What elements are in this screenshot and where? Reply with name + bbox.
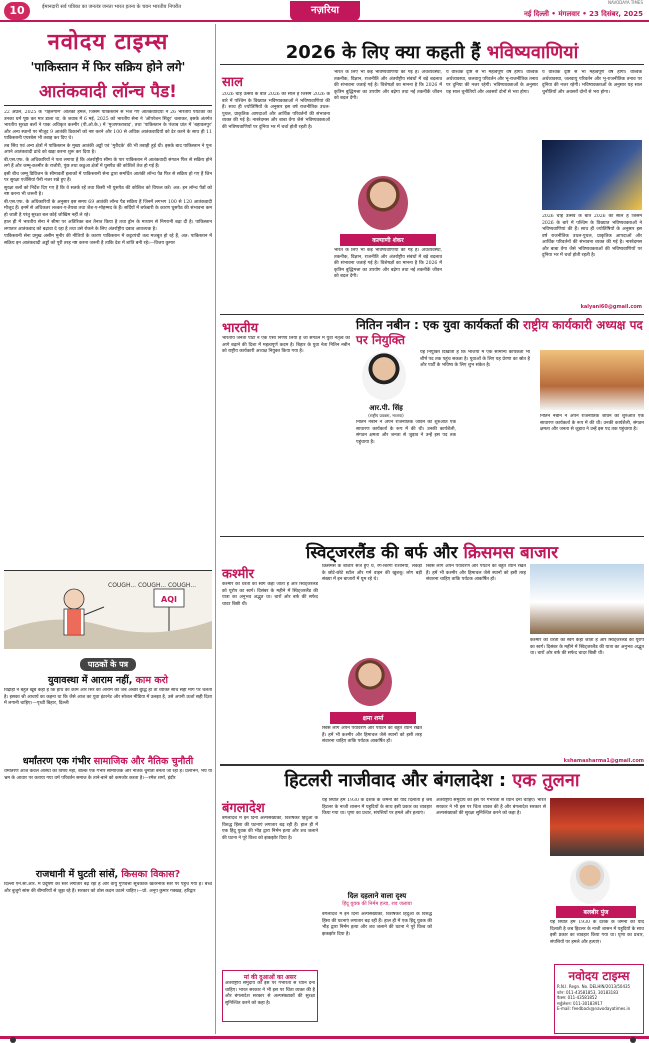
letter-title-red: किसका विकास? (121, 869, 181, 880)
masthead (0, 0, 649, 22)
paragraph: बी.एस.एफ. के अधिकारियों के अनुसार इस समय 69 आतंकी लॉन्च पैड सक्रिय हैं जिनमें लगभग 100 से 120 आतंकवादी मौजूद हैं। इनमें से अधिकतर लश्कर-ए-तैयबा तथा जैश-ए-मोहम्मद के हैं। सर्दियों में बर्फबारी के कारण घुसपैठ की संभावना कम हो जाती है परंतु सुरक्षा बल कोई जोखिम नहीं ले रहे। (4, 199, 212, 218)
section-title: नज़रिया (290, 1, 360, 21)
swiss-headline-red: क्रिसमस बाजार (463, 543, 559, 563)
author-photo (348, 658, 392, 706)
imprint-box (554, 964, 644, 1034)
hitler-photo (550, 798, 644, 856)
editorial-kicker: 'पाकिस्तान में फिर सक्रिय होने लगे' (30, 60, 186, 74)
divider (220, 764, 644, 766)
paragraph: इसी बीच जम्मू डिविजन के सीमावर्ती इलाकों में पाकिस्तानी सेना द्वारा समर्थित आतंकी लॉन्च पैड फिर से सक्रिय हो गए हैं जिन पर सुरक्षा एजेंसियां पैनी नजर रखे हुए हैं। (4, 171, 212, 183)
letter-title-red: सामाजिक और नैतिक चुनौती (93, 756, 194, 767)
swiss-body-left: कश्मीर को धरती का स्वर्ग कहा जाता है और स्विट्जरलैंड को यूरोप का स्वर्ग। दिसंबर के महीने में स्विट्जरलैंड की यात्रा का अनुभव अद्भुत था। चारों ओर बर्फ की सफेद चादर बिछी थी। (222, 582, 318, 607)
paragraph: 22 अप्रैल, 2025 के 'पहलगाम' आतंकी हमले, जिसमें पाकिस्तान से भेजे गए आतंकवादियों ने 26 भारतीय पर्यटकों को उनका धर्म पूछ कर मार डाला था, के जवाब में 6 मई, 2025 को भारतीय सेना ने 'ऑपरेशन सिंदूर' चलाकर, इसके अंतर्गत भारतीय सुरक्षा बलों ने पाक अधिकृत कश्मीर (पी.ओ.के.) में 'मुजफ्फराबाद', तथा 'पाकिस्तान के पंजाब प्रांत में 'बहावलपुर' और अन्य स्थानों पर मौजूद 9 आतंकी ठिकानों को नष्ट करने और 100 से अधिक आतंकवादियों को ढेर करने के साथ ही 11 पाकिस्तानी एयरबेस भी तबाह कर दिए थे। (4, 110, 212, 141)
editorial-headline: आतंकवादी लॉन्च पैड! (4, 79, 212, 106)
hitler-pull-quote (322, 892, 432, 907)
hitler-pull-sub: हिंदू युवक की निर्मम हत्या, शव जलाया (342, 901, 412, 907)
letter-title (4, 867, 212, 880)
letter-body: दिल्ली एन.सी.आर. में प्रदूषण का स्तर लगातार बढ़ रहा है और वायु गुणवत्ता सूचकांक खतरनाक स्तर पर पहुंच गया है। बच्चे और बुजुर्ग सांस की बीमारियों से जूझ रहे हैं। सरकार को ठोस कदम उठाने चाहिए।—प्रो. अनूप कुमार गक्खड़, हरिद्वार (4, 882, 212, 894)
imprint-line: सर्कुलेशन: 011-30183917 (557, 1000, 603, 1006)
predictions-body-right-3: 2026 चाहे उत्सव के बात 2026 का साल है जिसमें 2026 के बारे में पश्चिम के विख्यात भविष्यवक्ताओं ने भविष्यवाणियां की हैं। साथ ही ज्योतिषियों के अनुसार इस वर्ष राजनीतिक उथल-पुथल, प्राकृतिक आपदाओं और आर्थिक परिवर्तनों की संभावना व्यक्त की गई है। नास्त्रेदमस और बाबा वेंगा जैसे भविष्यवक्ताओं की भविष्यवाणियों पर दुनिया भर में चर्चा होती रहती है। (542, 214, 642, 258)
nitin-body-right-2: नितिन नबीन ने अपने राजनीतिक जीवन की शुरुआत एक साधारण कार्यकर्ता के रूप में की थी। उनकी कार्यशैली, संगठन क्षमता और जनता से जुड़ाव ने उन्हें इस पद तक पहुंचाया है। (540, 414, 644, 432)
hitler-headline-red: एक तुलना (512, 770, 580, 791)
nitin-photo (540, 350, 644, 410)
swiss-author: क्षमा शर्मा (330, 712, 416, 724)
swiss-body-right: स्विस लोग अपने पर्यावरण और पर्यटन का बहुत ध्यान रखते हैं। हमें भी कश्मीर और हिमाचल जैसे स्थानों को इसी तरह संवारना चाहिए ताकि पर्यटक आकर्षित हों। (426, 564, 526, 582)
paragraph: हाल ही में भारतीय सेना ने सीमा पर अतिरिक्त बल तैनात किया है तथा ड्रोन के माध्यम से निगरानी बढ़ा दी है। पाकिस्तान लगातार आतंकवाद को बढ़ावा दे रहा है तथा उसे रोकने के लिए अंतर्राष्ट्रीय दबाव आवश्यक है। (4, 220, 212, 232)
letter-title-black: राजधानी में घुटती सांसें, (35, 869, 119, 880)
editorial-logo: नवोदय टाइम्स (47, 30, 169, 55)
letter-title-black: धर्मांतरण एक गंभीर (22, 756, 91, 767)
cartoon-illustration (4, 571, 212, 649)
nitin-body-right: यह नियुक्ति दिखाती है कि भाजपा में एक सामान्य कार्यकर्ता भी शीर्ष पद तक पहुंच सकता है। युवाओं के लिए यह प्रेरणा का स्रोत है और पार्टी के भविष्य के लिए शुभ संकेत है। (420, 350, 530, 368)
hitler-pull-head: दिल दहलाने वाला दृश्य (347, 892, 407, 900)
imprint-line: E-mail: feedback@navodayatimes.in (557, 1006, 631, 1011)
imprint-line: R.N.I. Regn. No. DELHIN/2013/50435 (557, 984, 631, 989)
letter-title (4, 673, 212, 686)
registration-mark (630, 1037, 636, 1043)
editorial-body (4, 110, 212, 510)
swiss-side-word: कश्मीर (222, 567, 254, 582)
editorial (4, 26, 212, 510)
registration-mark (10, 1037, 16, 1043)
paragraph: सुरक्षा बलों को निर्देश दिए गए हैं कि वे सतर्क रहें तथा किसी भी घुसपैठ की कोशिश को विफल करें। अत: इन लॉन्च पैडों को नष्ट करना भी जरूरी है। (4, 185, 212, 197)
nitin-author-sub: (राष्ट्रीय प्रवक्ता, भाजपा) (368, 413, 404, 418)
predictions-headline-red: भविष्यवाणियां (486, 42, 579, 63)
swiss-body-right-2: कश्मीर को धरती का स्वर्ग कहा जाता है और स्विट्जरलैंड को यूरोप का स्वर्ग। दिसंबर के महीने में स्विट्जरलैंड की यात्रा का अनुभव अद्भुत था। चारों ओर बर्फ की सफेद चादर बिछी थी। (530, 638, 644, 656)
brand-label: NAVODAYA TIMES (607, 0, 643, 5)
nitin-headline-black: नितिन नबीन : एक युवा कार्यकर्ता की (356, 318, 519, 332)
nitin-body-mid: नितिन नबीन ने अपने राजनीतिक जीवन की शुरुआत एक साधारण कार्यकर्ता के रूप में की थी। उनकी कार्यशैली, संगठन क्षमता और जनता से जुड़ाव ने उन्हें इस पद तक पहुंचाया है। (356, 420, 456, 445)
hitler-author: बलबीर पुंज (556, 906, 636, 918)
hitler-side-word: बंगलादेश (222, 801, 265, 816)
hitler-box-body: अंतर्राष्ट्रीय समुदाय को इस पर गंभीरता से ध्यान देना चाहिए। भारत सरकार ने भी इस पर चिंता व्यक्त की है और बंगलादेश सरकार से अल्पसंख्यकों की सुरक्षा सुनिश्चित करने को कहा है। (225, 981, 315, 1006)
hitler-body-left: बंगलादेश में इन दिनों अल्पसंख्यकों, विशेषकर हिंदुओं के विरुद्ध हिंसा की घटनाएं लगातार बढ़ रही हैं। हाल ही में एक हिंदू युवक की भीड़ द्वारा निर्मम हत्या और शव जलाने की घटना ने पूरे विश्व को झकझोर दिया है। (222, 816, 318, 841)
paragraph: बी.एस.एफ. के अधिकारियों ने पता लगाया है कि अंतर्राष्ट्रीय सीमा के पार पाकिस्तान में आतंकवादी संगठन फिर से सक्रिय होने लगे हैं और जम्मू-कश्मीर के राजौरी, पुंछ तथा कठुआ क्षेत्रों में घुसपैठ की कोशिशें तेज हो गई हैं। (4, 157, 212, 169)
swiss-body-mid-2: स्विस लोग अपने पर्यावरण और पर्यटन का बहुत ध्यान रखते हैं। हमें भी कश्मीर और हिमाचल जैसे स्थानों को इसी तरह संवारना चाहिए ताकि पर्यटक आकर्षित हों। (322, 726, 422, 744)
predictions-email: kalyani60@gmail.com (580, 304, 642, 310)
nitin-author: आर.पी. सिंह (369, 404, 403, 412)
imprint-logo: नवोदय टाइम्स (568, 969, 630, 983)
nitin-headline (356, 318, 644, 348)
letter-title (4, 754, 212, 767)
letter-title-red: काम करो (135, 675, 168, 686)
letter-body: धर्मांतरण आज केवल आस्था का विषय नहीं, बल्कि एक गंभीर सामाजिक और नैतिक चुनौती बनता जा रहा है। प्रलोभन, भय या भ्रम के आधार पर कराया गया धर्म परिवर्तन समाज के ताने-बाने को कमजोर करता है।—रमेश शर्मा, इंदौर (4, 769, 212, 781)
hitler-body-mid-2: बंगलादेश में इन दिनों अल्पसंख्यकों, विशेषकर हिंदुओं के विरुद्ध हिंसा की घटनाएं लगातार बढ़ रही हैं। हाल ही में एक हिंदू युवक की भीड़ द्वारा निर्मम हत्या और शव जलाने की घटना ने पूरे विश्व को झकझोर दिया है। (322, 912, 432, 937)
letter-title-black: युवावस्था में आराम नहीं, (48, 675, 133, 686)
dateline: नई दिल्ली • मंगलवार • 23 दिसंबर, 2025 (523, 10, 643, 18)
paragraph: पाकिस्तानी सेना प्रमुख असीम मुनीर की नीतियों के कारण पाकिस्तान में कट्टरपंथी तत्व मजबूत हो रहे हैं, अत: पाकिस्तान में सक्रिय इन आतंकवादी अड्डों को पूरी तरह नष्ट करना जरूरी है ताकि देश में शांति बनी रहे।—विजय कुमार (4, 234, 212, 246)
hitler-body-right: अंतर्राष्ट्रीय समुदाय को इस पर गंभीरता से ध्यान देना चाहिए। भारत सरकार ने भी इस पर चिंता व्यक्त की है और बंगलादेश सरकार से अल्पसंख्यकों की सुरक्षा सुनिश्चित करने को कहा है। (436, 798, 546, 816)
imprint-line: फोन: 011-43581853, 30183183 (557, 989, 619, 995)
swiss-body-mid: क्रिसमस के बाजार सजे हुए थे, रंग-बिरंगी रोशनियां, लकड़ी के छोटे-छोटे स्टॉल और गर्म वाइन की खुशबू। लोग बड़ी संख्या में इन बाजारों में घूम रहे थे। (322, 564, 422, 582)
divider (220, 314, 644, 315)
column-divider (215, 24, 216, 1034)
predictions-year-label: साल (222, 75, 243, 90)
swiss-email: kshamasharma1@gmail.com (563, 758, 644, 764)
letters-tag: पाठकों के पत्र (80, 658, 136, 671)
predictions-body-mid-2: भारत के लिए भी कई भविष्यवाणियां की गई हैं। अर्थव्यवस्था, तकनीक, विज्ञान, राजनीति और अंतर्राष्ट्रीय संबंधों में बड़े बदलाव की संभावना जताई गई है। विशेषज्ञों का मानना है कि 2026 में कृत्रिम बुद्धिमत्ता का उपयोग और बढ़ेगा तथा नई तकनीकें जीवन को बदल देंगी। (334, 248, 442, 279)
swiss-headline (220, 540, 644, 563)
nitin-author-block (356, 404, 416, 419)
author-photo (358, 176, 408, 230)
hitler-headline (220, 768, 644, 792)
page-number: 10 (4, 2, 30, 20)
bottom-rule (0, 1036, 649, 1039)
hitler-headline-black: हिटलरी नाजीवाद और बंगलादेश : (284, 770, 507, 791)
hitler-box (222, 970, 318, 1022)
cartoon (4, 570, 212, 650)
author-photo (570, 860, 610, 904)
cartoon-caption: COUGH... COUGH... COUGH... (108, 582, 197, 589)
predictions-author: कल्याणी शंकर (340, 234, 436, 246)
divider (220, 64, 644, 65)
nitin-side-word: भारतीय (222, 321, 259, 336)
predictions-body-right-2: ये वैश्विक दृष्टि से भी महत्वपूर्ण वर्ष होगा। वैश्विक अर्थव्यवस्था, जलवायु परिवर्तन और भू-राजनीतिक तनाव पर दुनिया की नजर रहेगी। भविष्यवक्ताओं के अनुसार यह साल चुनौतियों और अवसरों दोनों से भरा होगा। (542, 70, 642, 95)
predictions-image (542, 140, 642, 210)
predictions-body-mid: भारत के लिए भी कई भविष्यवाणियां की गई हैं। अर्थव्यवस्था, तकनीक, विज्ञान, राजनीति और अंतर्राष्ट्रीय संबंधों में बड़े बदलाव की संभावना जताई गई है। विशेषज्ञों का मानना है कि 2026 में कृत्रिम बुद्धिमत्ता का उपयोग और बढ़ेगा तथा नई तकनीकें जीवन को बदल देंगी। (334, 70, 442, 101)
nitin-body-left: भारतीय जनता पार्टी ने एक ऐसा निर्णय लिया है जो संगठन में युवा नेतृत्व को आगे बढ़ाने की दिशा में महत्वपूर्ण कदम है। बिहार के युवा नेता नितिन नबीन को राष्ट्रीय कार्यकारी अध्यक्ष नियुक्त किया गया है। (222, 336, 350, 354)
swiss-photo (530, 564, 644, 634)
hitler-box-title: मां की दुआओं का असर (243, 974, 297, 981)
letter-body: विद्रोही ने बहुत खूब कहा है कि हाथ को काम और सिर को आराम को जब अच्छी बुद्धि हो तो व्यक्ति सोचे सही मार्ग पर चलता है। इसका श्री आचार्य का कहना था कि जैसे आज का युवा इंटरनेट और सोशल मीडिया में उलझा है, उसे अपनी ऊर्जा सही दिशा में लगानी चाहिए।—पृथ्वी बिहार, दिल्ली (4, 688, 212, 706)
letters-section (4, 652, 212, 1002)
hitler-body-mid: यह स्थिति हमें 1930 के दशक के जर्मनी की याद दिलाती है जब हिटलर के नाजी शासन में यहूदियों के साथ इसी प्रकार का व्यवहार किया गया था। घृणा का प्रचार, संपत्तियों पर हमले और हत्याएं। (322, 798, 432, 816)
predictions-body-left: 2026 चाहे उत्सव के बात 2026 का साल है जिसमें 2026 के बारे में पश्चिम के विख्यात भविष्यवक्ताओं ने भविष्यवाणियां की हैं। साथ ही ज्योतिषियों के अनुसार इस वर्ष राजनीतिक उथल-पुथल, प्राकृतिक आपदाओं और आर्थिक परिवर्तनों की संभावना व्यक्त की गई है। नास्त्रेदमस और बाबा वेंगा जैसे भविष्यवक्ताओं की भविष्यवाणियों पर दुनिया भर में चर्चा होती रहती है। (222, 92, 330, 130)
cartoon-sign: AQI (161, 595, 177, 604)
swiss-headline-black: स्विट्जरलैंड की बर्फ और (305, 543, 458, 563)
author-photo (362, 352, 406, 400)
predictions-headline-black: 2026 के लिए क्या कहती हैं (285, 42, 481, 63)
predictions-body-right: ये वैश्विक दृष्टि से भी महत्वपूर्ण वर्ष होगा। वैश्विक अर्थव्यवस्था, जलवायु परिवर्तन और भू-राजनीतिक तनाव पर दुनिया की नजर रहेगी। भविष्यवक्ताओं के अनुसार यह साल चुनौतियों और अवसरों दोनों से भरा होगा। (446, 70, 538, 95)
divider (220, 536, 644, 537)
hitler-body-right-2: यह स्थिति हमें 1930 के दशक के जर्मनी की याद दिलाती है जब हिटलर के नाजी शासन में यहूदियों के साथ इसी प्रकार का व्यवहार किया गया था। घृणा का प्रचार, संपत्तियों पर हमले और हत्याएं। (550, 920, 644, 945)
paragraph: तब सिंध एवं अन्य क्षेत्रों में पाकिस्तान के मुख्य आतंकी अड्डों एवं 'मुरीदके' की भी तबाही हुई थी। इसके बाद पाकिस्तान ने पुनः अपने आतंकवादी ढांचे को खड़ा करना शुरू कर दिया है। (4, 143, 212, 155)
masthead-motto: ईमानदारी सर्व पत्रिका का जनतंत्र जनता भारत इतना के चयन भारतीय निपरीत (42, 4, 182, 10)
imprint-line: फैक्स: 011-43581852 (557, 995, 598, 1000)
nitin-headline-red: राष्ट्रीय कार्यकारी अध्यक्ष पद पर नियुक्ति (356, 318, 643, 347)
predictions-headline (220, 40, 644, 64)
